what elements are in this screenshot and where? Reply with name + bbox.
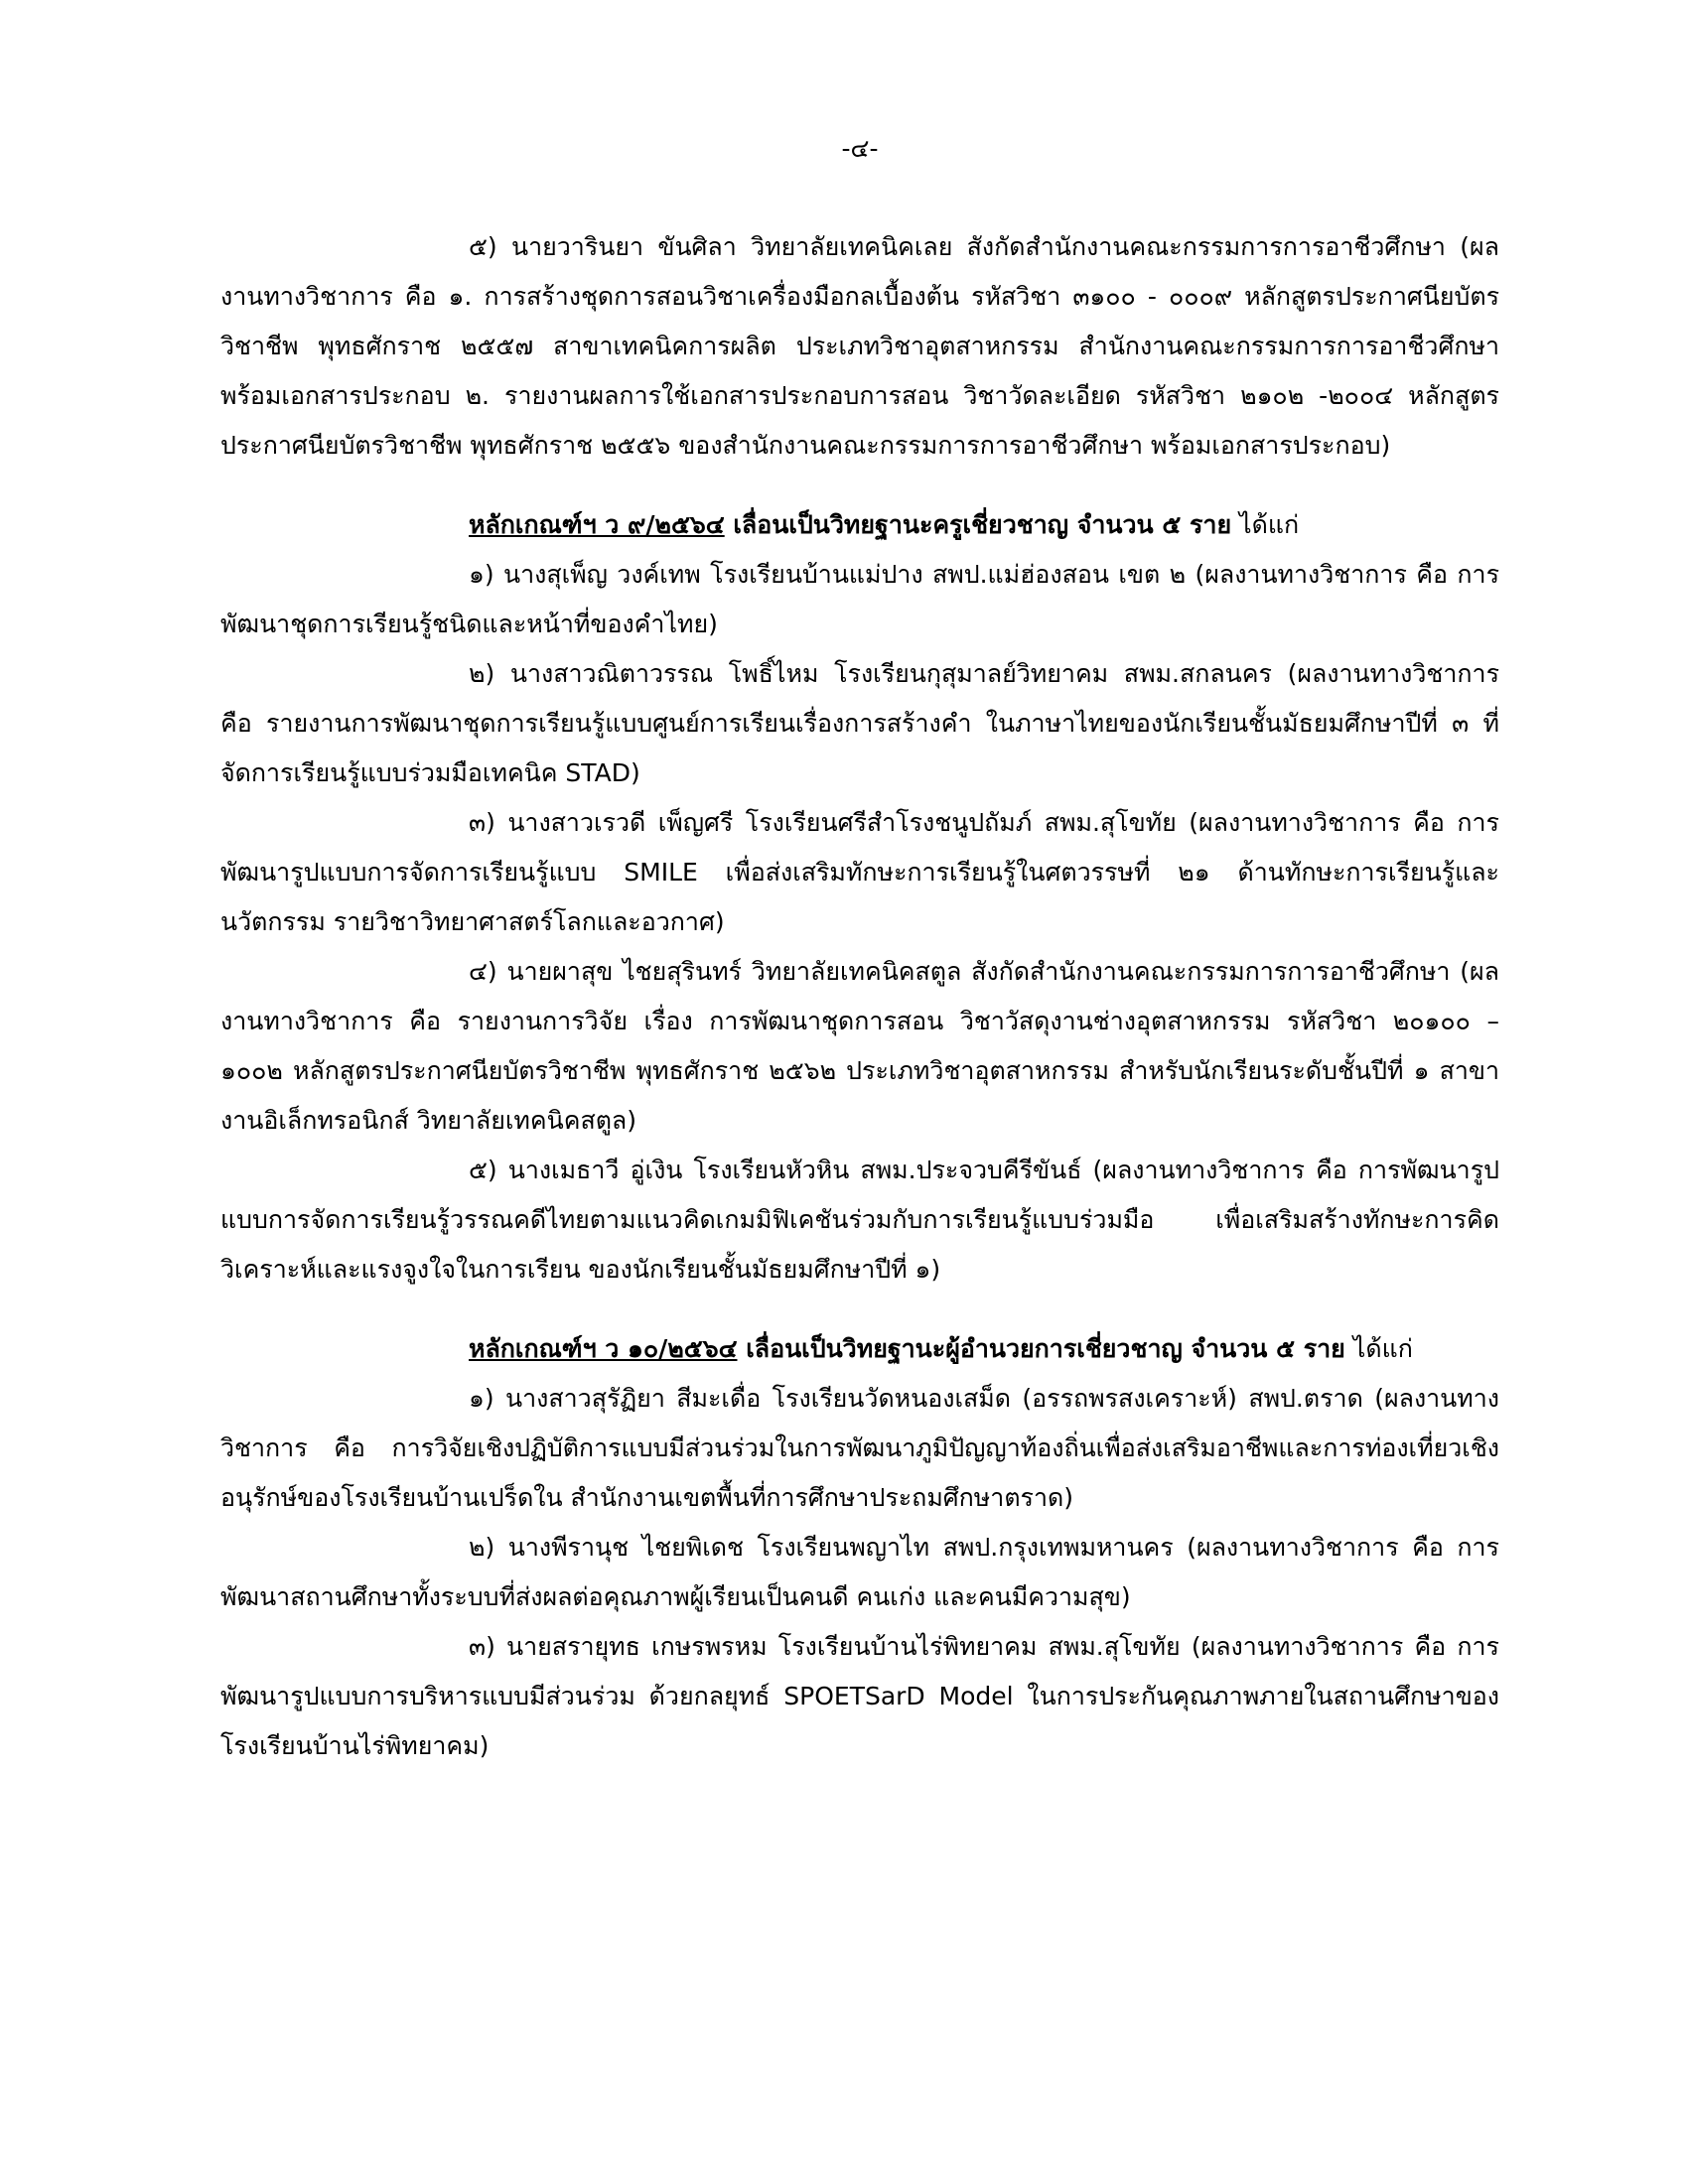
criteria-title: เลื่อนเป็นวิทยฐานะครูเชี่ยวชาญ จำนวน ๕ ราย bbox=[724, 510, 1232, 539]
list-item: ๓) นางสาวเรวดี เพ็ญศรี โรงเรียนศรีสำโรงชนูปถัมภ์ สพม.สุโขทัย (ผลงานทางวิชาการ คือ การพัฒนารูปแบบการจัดการเรียนรู้แบบ SMILE เพื่อส่งเสริมทักษะการเรียนรู้ในศตวรรษที่ ๒๑ ด้านทักษะการเรียนรู้และนวัตกรรม รายวิชาวิทยาศาสตร์โลกและอวกาศ) bbox=[220, 808, 1499, 936]
list-item: ๒) นางพีรานุช ไชยพิเดช โรงเรียนพญาไท สพป.กรุงเทพมหานคร (ผลงานทางวิชาการ คือ การพัฒนาสถานศึกษาทั้งระบบที่ส่งผลต่อคุณภาพผู้เรียนเป็นคนดี คนเก่ง และคนมีความสุข) bbox=[220, 1533, 1499, 1611]
list-item: ๓) นายสรายุทธ เกษรพรหม โรงเรียนบ้านไร่พิทยาคม สพม.สุโขทัย (ผลงานทางวิชาการ คือ การพัฒนารูปแบบการบริหารแบบมีส่วนร่วม ด้วยกลยุทธ์ SPOETSarD Model ในการประกันคุณภาพภายในสถานศึกษาของโรงเรียนบ้านไร่พิทยาคม) bbox=[220, 1632, 1499, 1760]
list-item: ๒) นางสาวณิตาวรรณ โพธิ์ไหม โรงเรียนกุสุมาลย์วิทยาคม สพม.สกลนคร (ผลงานทางวิชาการ คือ รายงานการพัฒนาชุดการเรียนรู้แบบศูนย์การเรียนเรื่องการสร้างคำ ในภาษาไทยของนักเรียนชั้นมัธยมศึกษาปีที่ ๓ ที่จัดการเรียนรู้แบบร่วมมือเทคนิค STAD) bbox=[220, 659, 1499, 787]
list-item: ๔) นายผาสุข ไชยสุรินทร์ วิทยาลัยเทคนิคสตูล สังกัดสำนักงานคณะกรรมการการอาชีวศึกษา (ผลงานทางวิชาการ คือ รายงานการวิจัย เรื่อง การพัฒนาชุดการสอน วิชาวัสดุงานช่างอุตสาหกรรม รหัสวิชา ๒๐๑๐๐ – ๑๐๐๒ หลักสูตรประกาศนียบัตรวิชาชีพ พุทธศักราช ๒๕๖๒ ประเภทวิชาอุตสาหกรรม สำหรับนักเรียนระดับชั้นปีที่ ๑ สาขางานอิเล็กทรอนิกส์ วิทยาลัยเทคนิคสตูล) bbox=[220, 957, 1499, 1135]
criteria-suffix: ได้แก่ bbox=[1344, 1334, 1413, 1363]
intro-list-item: ๕) นายวารินยา ขันศิลา วิทยาลัยเทคนิคเลย สังกัดสำนักงานคณะกรรมการการอาชีวศึกษา (ผลงานทางวิชาการ คือ ๑. การสร้างชุดการสอนวิชาเครื่องมือกลเบื้องต้น รหัสวิชา ๓๑๐๐ - ๐๐๐๙ หลักสูตรประกาศนียบัตรวิชาชีพ พุทธศักราช ๒๕๕๗ สาขาเทคนิคการผลิต ประเภทวิชาอุตสาหกรรม สำนักงานคณะกรรมการการอาชีวศึกษา พร้อมเอกสารประกอบ ๒. รายงานผลการใช้เอกสารประกอบการสอน วิชาวัดละเอียด รหัสวิชา ๒๑๐๒ -๒๐๐๔ หลักสูตรประกาศนียบัตรวิชาชีพ พุทธศักราช ๒๕๕๖ ของสำนักงานคณะกรรมการการอาชีวศึกษา พร้อมเอกสารประกอบ) bbox=[220, 232, 1499, 460]
criteria-code: หลักเกณฑ์ฯ ว ๑๐/๒๕๖๔ bbox=[469, 1334, 738, 1363]
criteria-code: หลักเกณฑ์ฯ ว ๙/๒๕๖๔ bbox=[469, 510, 725, 539]
criteria-section-teacher bbox=[220, 500, 1499, 1295]
criteria-section-director bbox=[220, 1324, 1499, 1771]
criteria-heading bbox=[220, 1324, 1499, 1374]
list-item: ๑) นางสุเพ็ญ วงค์เทพ โรงเรียนบ้านแม่ปาง สพป.แม่ฮ่องสอน เขต ๒ (ผลงานทางวิชาการ คือ การพัฒนาชุดการเรียนรู้ชนิดและหน้าที่ของคำไทย) bbox=[220, 560, 1499, 638]
page-number: -๔- bbox=[841, 134, 879, 163]
section-spacer bbox=[220, 471, 1499, 500]
list-item: ๕) นางเมธาวี อู่เงิน โรงเรียนหัวหิน สพม.ประจวบคีรีขันธ์ (ผลงานทางวิชาการ คือ การพัฒนารูปแบบการจัดการเรียนรู้วรรณคดีไทยตามแนวคิดเกมมิฟิเคชันร่วมกับการเรียนรู้แบบร่วมมือ เพื่อเสริมสร้างทักษะการคิดวิเคราะห์และแรงจูงใจในการเรียน ของนักเรียนชั้นมัธยมศึกษาปีที่ ๑) bbox=[220, 1156, 1499, 1284]
list-item: ๑) นางสาวสุรัฏิยา สีมะเดื่อ โรงเรียนวัดหนองเสม็ด (อรรถพรสงเคราะห์) สพป.ตราด (ผลงานทางวิชาการ คือ การวิจัยเชิงปฏิบัติการแบบมีส่วนร่วมในการพัฒนาภูมิปัญญาท้องถิ่นเพื่อส่งเสริมอาชีพและการท่องเที่ยวเชิงอนุรักษ์ของโรงเรียนบ้านเปร็ดใน สำนักงานเขตพื้นที่การศึกษาประถมศึกษาตราด) bbox=[220, 1384, 1499, 1512]
section-spacer bbox=[220, 1295, 1499, 1324]
criteria-suffix: ได้แก่ bbox=[1231, 510, 1300, 539]
criteria-heading bbox=[220, 500, 1499, 550]
criteria-title: เลื่อนเป็นวิทยฐานะผู้อำนวยการเชี่ยวชาญ จำนวน ๕ ราย bbox=[737, 1334, 1345, 1363]
